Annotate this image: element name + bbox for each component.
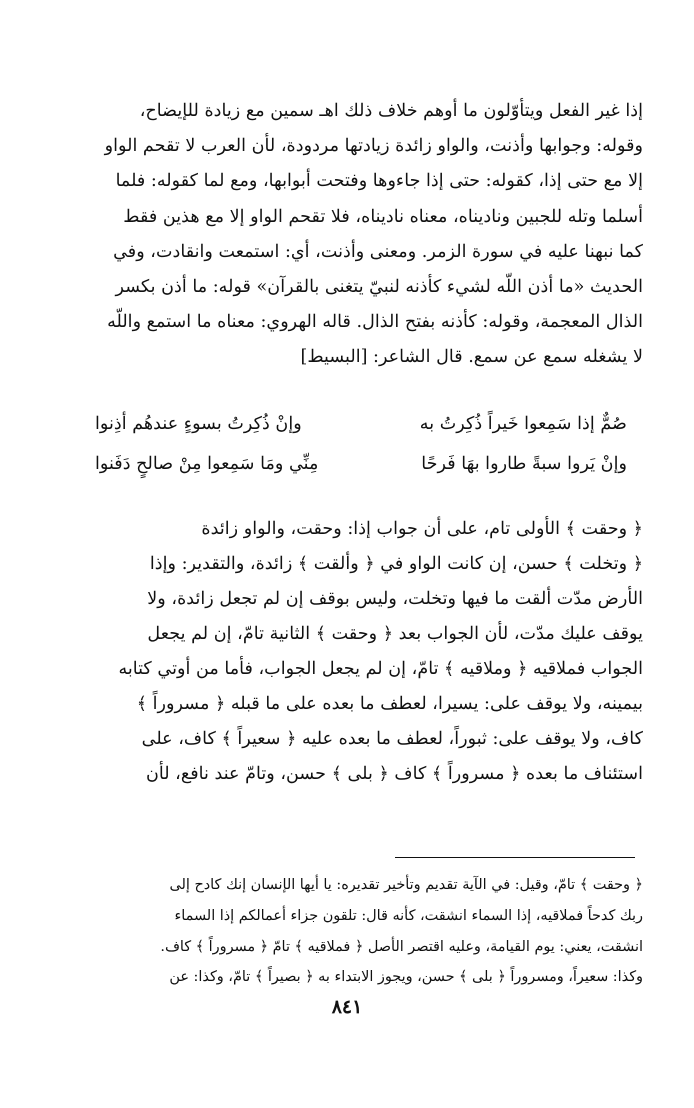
text-line: الذال المعجمة، وقوله: كأذنه بفتح الذال. قاله الهروي: معناه ما استمع واللّه: [107, 312, 643, 333]
text-line: ﴿ وتخلت ﴾ حسن، إن كانت الواو في ﴿ وألقت ﴾ زائدة، والتقدير: وإذا: [149, 554, 643, 574]
footnotes: [68, 870, 643, 993]
main-text-continued: [58, 512, 643, 792]
text-line: بيمينه، ولا يوقف على: يسيرا، لعطف ما بعده على ما قبله ﴿ مسروراً ﴾: [136, 694, 643, 714]
text-line: استئناف ما بعده ﴿ مسروراً ﴾ كاف ﴿ بلى ﴾ حسن، وتامّ عند نافع، لأن: [145, 764, 643, 784]
footnote-line: وكذا: سعيراً، ومسروراً ﴿ بلى ﴾ حسن، ويجوز الابتداء به ﴿ بصيراً ﴾ تامّ، وكذا: عن: [169, 969, 643, 986]
poetry-verse: [95, 414, 635, 494]
verse-second-hemistich: وإنْ ذُكِرتُ بسوءٍ عندهُم أذِنوا: [95, 414, 302, 434]
text-line: وقوله: وجوابها وأذنت، والواو زائدة زيادتها مردودة، لأن العرب لا تقحم الواو: [104, 136, 643, 157]
text-line: الجواب فملاقيه ﴿ وملاقيه ﴾ تامّ، إن لم يجعل الجواب، فأما من أوتي كتابه: [118, 659, 643, 679]
text-line: الأرض مدّت ألقت ما فيها وتخلت، وليس بوقف إن لم تجعل زائدة، ولا: [147, 589, 643, 609]
text-line: لا يشغله سمع عن سمع. قال الشاعر: [البسيط]: [300, 347, 643, 368]
text-line: كاف، ولا يوقف على: ثبوراً، لعطف ما بعده عليه ﴿ سعيراً ﴾ كاف، على: [141, 729, 643, 749]
footnote-line: انشقت، يعني: يوم القيامة، وعليه اقتصر الأصل ﴿ فملاقيه ﴾ تامّ ﴿ مسروراً ﴾ كاف.: [160, 938, 643, 955]
verse-line: [95, 414, 635, 454]
footnote-line: ربك كدحاً فملاقيه، إذا السماء انشقت، كأنه قال: تلقون جزاء أعمالكم إذا السماء: [174, 907, 643, 924]
verse-line: [95, 454, 635, 494]
page-number: ٨٤١: [331, 996, 363, 1018]
text-line: أسلما وتله للجبين وناديناه، معناه ناديناه، فلا تقحم الواو إلا مع هذين فقط: [123, 206, 643, 227]
verse-first-hemistich: وإنْ يَروا سبةً طاروا بهَا فَرحًا: [421, 454, 627, 474]
text-line: الحديث «ما أذن اللّه لشيء كأذنه لنبيّ يتغنى بالقرآن» قوله: ما أذن بكسر: [115, 277, 643, 298]
footnote-divider: [395, 857, 635, 858]
footnote-line: ﴿ وحقت ﴾ تامّ، وقيل: في الآية تقديم وتأخير تقديره: يا أيها الإنسان إنك كادح إلى: [169, 877, 643, 893]
verse-second-hemistich: مِنِّي ومَا سَمِعوا مِنْ صالحٍ دَفَنوا: [95, 454, 319, 474]
main-text: [58, 94, 643, 376]
text-line: إذا غير الفعل ويتأوّلون ما أوهم خلاف ذلك اهـ سمين مع زيادة للإيضاح،: [139, 101, 643, 121]
text-line: كما نبهنا عليه في سورة الزمر. ومعنى وأذنت، أي: استمعت وانقادت، وفي: [113, 241, 643, 262]
verse-first-hemistich: صُمٌّ إذا سَمِعوا خَيراً ذُكِرتُ به: [419, 414, 627, 434]
text-line: ﴿ وحقت ﴾ الأولى تام، على أن جواب إذا: وحقت، والواو زائدة: [201, 519, 643, 539]
text-line: إلا مع حتى إذا، كقوله: حتى إذا جاءوها وفتحت أبوابها، ومع لما كقوله: فلما: [115, 171, 643, 192]
text-line: يوقف عليك مدّت، لأن الجواب بعد ﴿ وحقت ﴾ الثانية تامّ، إن لم يجعل: [147, 624, 643, 644]
